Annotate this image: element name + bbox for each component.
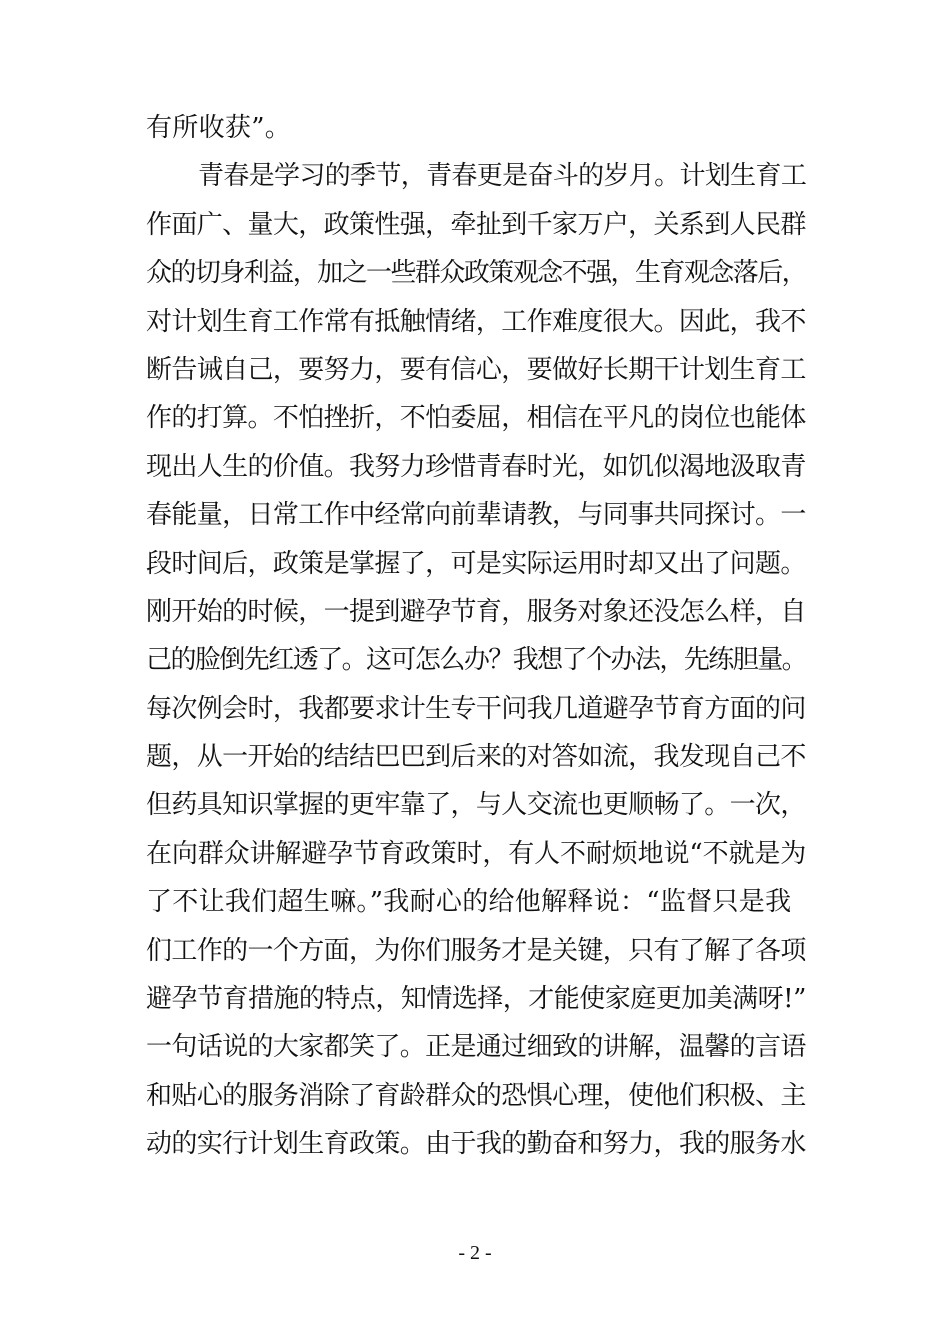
text-line: 一句话说的大家都笑了。正是通过细致的讲解，温馨的言语: [146, 1032, 806, 1063]
text-line: 了不让我们超生嘛。”我耐心的给他解释说：“监督只是我: [146, 887, 792, 918]
text-line: 现出人生的价值。我努力珍惜青春时光，如饥似渴地汲取青: [146, 451, 806, 482]
text-line: 断告诫自己，要努力，要有信心，要做好长期干计划生育工: [146, 354, 806, 385]
text-line: 作的打算。不怕挫折，不怕委屈，相信在平凡的岗位也能体: [146, 403, 806, 434]
text-line: 刚开始的时候，一提到避孕节育，服务对象还没怎么样，自: [146, 596, 806, 627]
body-text: [146, 104, 806, 1169]
text-line: 有所收获”。: [146, 113, 292, 143]
text-line: 们工作的一个方面，为你们服务才是关键，只有了解了各项: [146, 935, 806, 966]
text-line: 众的切身利益，加之一些群众政策观念不强，生育观念落后，: [146, 258, 807, 289]
text-line: 对计划生育工作常有抵触情绪，工作难度很大。因此，我不: [146, 306, 806, 337]
text-line: 己的脸倒先红透了。这可怎么办？我想了个办法，先练胆量。: [146, 645, 807, 676]
text-line: 作面广、量大，政策性强，牵扯到千家万户，关系到人民群: [146, 209, 806, 240]
paragraph-first-line: 青春是学习的季节，青春更是奋斗的岁月。计划生育工: [198, 161, 807, 192]
text-line: 题，从一开始的结结巴巴到后来的对答如流，我发现自己不: [146, 742, 806, 773]
text-line: 在向群众讲解避孕节育政策时，有人不耐烦地说“不就是为: [146, 838, 807, 869]
text-line: 春能量，日常工作中经常向前辈请教，与同事共同探讨。一: [146, 500, 806, 531]
page-number: - 2 -: [458, 1242, 492, 1264]
text-line: 避孕节育措施的特点，知情选择，才能使家庭更加美满呀!”: [146, 984, 806, 1015]
text-line: 和贴心的服务消除了育龄群众的恐惧心理，使他们积极、主: [146, 1080, 806, 1111]
text-line: 但药具知识掌握的更牢靠了，与人交流也更顺畅了。一次，: [146, 790, 806, 821]
text-line: 段时间后，政策是掌握了，可是实际运用时却又出了问题。: [146, 548, 806, 579]
text-line: 每次例会时，我都要求计生专干问我几道避孕节育方面的问: [146, 693, 806, 724]
text-line: 动的实行计划生育政策。由于我的勤奋和努力，我的服务水: [146, 1129, 806, 1160]
